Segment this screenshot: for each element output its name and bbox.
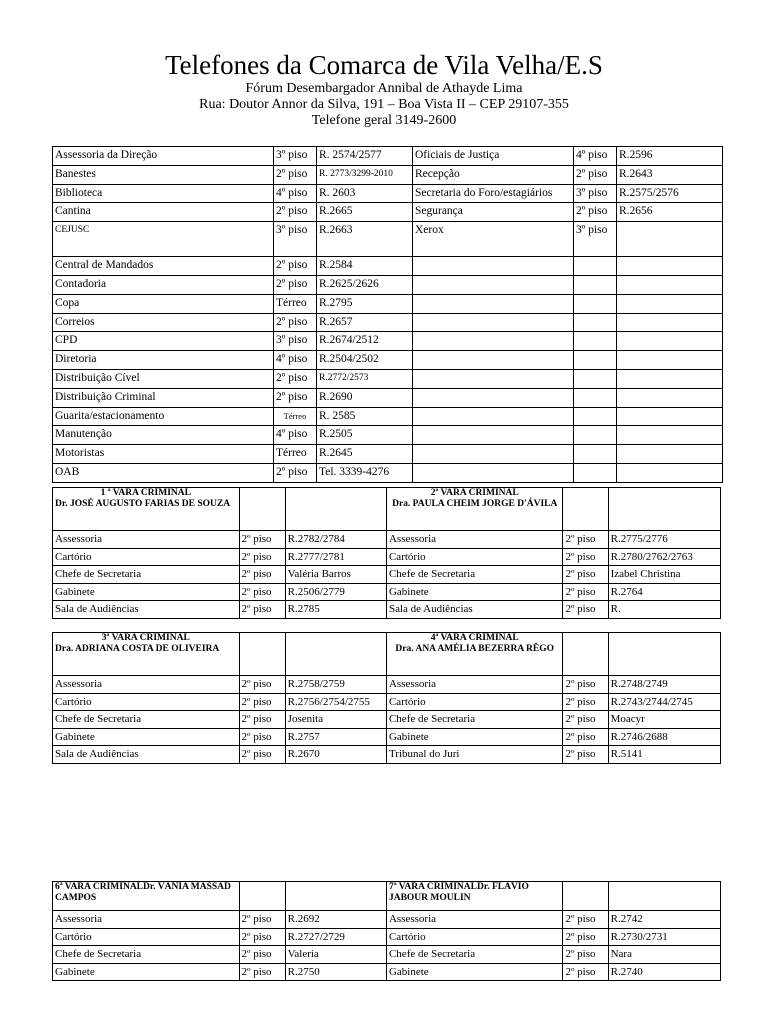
floor bbox=[574, 294, 617, 313]
extension: R.2645 bbox=[317, 445, 413, 464]
floor bbox=[574, 388, 617, 407]
empty-cell bbox=[239, 633, 285, 676]
floor: 2º piso bbox=[274, 388, 317, 407]
extension: R.2748/2749 bbox=[608, 676, 720, 694]
extension: R.2656 bbox=[617, 203, 723, 222]
department-name: Assessoria da Direção bbox=[53, 147, 274, 166]
floor: 2º piso bbox=[274, 313, 317, 332]
floor: 3º piso bbox=[574, 184, 617, 203]
department-name: Chefe de Secretaria bbox=[53, 946, 240, 964]
floor: 2º piso bbox=[239, 566, 285, 584]
floor: 2º piso bbox=[563, 963, 608, 981]
department-name bbox=[413, 407, 574, 426]
extension: Moacyr bbox=[608, 711, 720, 729]
vara-header-row bbox=[53, 882, 721, 911]
department-name bbox=[413, 445, 574, 464]
vara-heading bbox=[53, 488, 240, 531]
judge-name: Dra. ANA AMÉLIA BEZERRA RÊGO bbox=[395, 643, 555, 654]
department-name: Xerox bbox=[413, 222, 574, 257]
vara-title: 4ª VARA CRIMINAL bbox=[430, 633, 519, 643]
extension: R.2777/2781 bbox=[285, 548, 386, 566]
extension: R.2742 bbox=[608, 911, 720, 929]
extension: R.2657 bbox=[317, 313, 413, 332]
extension: R. 2585 bbox=[317, 407, 413, 426]
floor: 2º piso bbox=[574, 165, 617, 184]
floor: 3º piso bbox=[274, 332, 317, 351]
extension: R.2743/2744/2745 bbox=[608, 693, 720, 711]
vara-title: 7ª VARA CRIMINAL bbox=[388, 882, 477, 892]
floor: 2º piso bbox=[563, 566, 608, 584]
floor: 2º piso bbox=[274, 369, 317, 388]
extension: R.2730/2731 bbox=[608, 928, 720, 946]
floor: Térreo bbox=[274, 407, 317, 426]
table-row bbox=[53, 184, 723, 203]
extension bbox=[617, 369, 723, 388]
extension: R.5141 bbox=[608, 746, 720, 764]
extension: R.2758/2759 bbox=[285, 676, 386, 694]
extension: R.2740 bbox=[608, 963, 720, 981]
floor: 4º piso bbox=[274, 351, 317, 370]
table-row bbox=[53, 203, 723, 222]
extension: R.2692 bbox=[285, 911, 386, 929]
floor: 2º piso bbox=[563, 583, 608, 601]
floor: 2º piso bbox=[239, 583, 285, 601]
extension: R.2505 bbox=[317, 426, 413, 445]
department-name: Recepção bbox=[413, 165, 574, 184]
extension bbox=[617, 426, 723, 445]
floor bbox=[574, 407, 617, 426]
extension: R.2727/2729 bbox=[285, 928, 386, 946]
extension bbox=[617, 313, 723, 332]
table-row bbox=[53, 165, 723, 184]
extension: R.2670 bbox=[285, 746, 386, 764]
vara-heading bbox=[53, 633, 240, 676]
department-name: Chefe de Secretaria bbox=[53, 711, 240, 729]
extension: R.2575/2576 bbox=[617, 184, 723, 203]
department-name: Gabinete bbox=[386, 728, 563, 746]
extension: R.2750 bbox=[285, 963, 386, 981]
department-name: Cartório bbox=[53, 548, 240, 566]
department-name: Assessoria bbox=[386, 531, 563, 549]
extension: Josenita bbox=[285, 711, 386, 729]
vara-heading bbox=[53, 882, 240, 911]
department-name: Cartório bbox=[386, 928, 563, 946]
department-name bbox=[413, 257, 574, 276]
table-row bbox=[53, 946, 721, 964]
department-name: CPD bbox=[53, 332, 274, 351]
extension: R.2674/2512 bbox=[317, 332, 413, 351]
table-row bbox=[53, 746, 721, 764]
forum-name: Fórum Desembargador Annibal de Athayde Lima bbox=[245, 81, 523, 96]
department-name bbox=[413, 313, 574, 332]
floor: 2º piso bbox=[239, 676, 285, 694]
floor: 2º piso bbox=[239, 928, 285, 946]
table-row bbox=[53, 583, 721, 601]
extension bbox=[617, 222, 723, 257]
department-name: Gabinete bbox=[386, 963, 563, 981]
table-row bbox=[53, 445, 723, 464]
table-row bbox=[53, 911, 721, 929]
table-row bbox=[53, 676, 721, 694]
main-phone-table bbox=[52, 146, 723, 483]
empty-cell bbox=[563, 488, 608, 531]
floor: 2º piso bbox=[239, 531, 285, 549]
department-name: Assessoria bbox=[386, 911, 563, 929]
extension: Nara bbox=[608, 946, 720, 964]
extension: R.2504/2502 bbox=[317, 351, 413, 370]
department-name: Gabinete bbox=[53, 583, 240, 601]
floor: 2º piso bbox=[274, 257, 317, 276]
empty-cell bbox=[563, 882, 608, 911]
extension: R.2663 bbox=[317, 222, 413, 257]
department-name: Chefe de Secretaria bbox=[53, 566, 240, 584]
extension: R.2643 bbox=[617, 165, 723, 184]
empty-cell bbox=[608, 882, 720, 911]
floor bbox=[574, 351, 617, 370]
extension: R.2775/2776 bbox=[608, 531, 720, 549]
vara-header-row bbox=[53, 633, 721, 676]
department-name: Sala de Audiências bbox=[53, 746, 240, 764]
department-name: Assessoria bbox=[53, 676, 240, 694]
floor: 3º piso bbox=[574, 222, 617, 257]
table-row bbox=[53, 313, 723, 332]
empty-cell bbox=[285, 633, 386, 676]
table-row bbox=[53, 728, 721, 746]
judge-name: Dr. JOSÉ AUGUSTO FARIAS DE SOUZA bbox=[55, 498, 231, 509]
department-name: Cartório bbox=[53, 693, 240, 711]
judge-name: Dr. VÂNIA MASSAD CAMPOS bbox=[55, 882, 231, 903]
empty-cell bbox=[285, 882, 386, 911]
floor: 2º piso bbox=[239, 911, 285, 929]
empty-cell bbox=[285, 488, 386, 531]
department-name: Distribuição Cível bbox=[53, 369, 274, 388]
vara-heading bbox=[386, 633, 563, 676]
table-row bbox=[53, 388, 723, 407]
department-name: Distribuição Criminal bbox=[53, 388, 274, 407]
department-name: Central de Mandados bbox=[53, 257, 274, 276]
department-name: Tribunal do Juri bbox=[386, 746, 563, 764]
extension bbox=[617, 351, 723, 370]
extension: R. 2574/2577 bbox=[317, 147, 413, 166]
address: Rua: Doutor Annor da Silva, 191 – Boa Vista II – CEP 29107-355 bbox=[199, 97, 569, 112]
floor: 2º piso bbox=[239, 746, 285, 764]
extension bbox=[617, 388, 723, 407]
extension: Izabel Christina bbox=[608, 566, 720, 584]
table-row bbox=[53, 463, 723, 482]
extension bbox=[617, 463, 723, 482]
department-name: Copa bbox=[53, 294, 274, 313]
extension: R.2756/2754/2755 bbox=[285, 693, 386, 711]
extension: R.2690 bbox=[317, 388, 413, 407]
extension: Tel. 3339-4276 bbox=[317, 463, 413, 482]
table-row bbox=[53, 548, 721, 566]
extension bbox=[617, 332, 723, 351]
extension: R.2596 bbox=[617, 147, 723, 166]
extension: Valéria Barros bbox=[285, 566, 386, 584]
extension bbox=[617, 275, 723, 294]
table-row bbox=[53, 147, 723, 166]
extension: R.2625/2626 bbox=[317, 275, 413, 294]
department-name: Cartório bbox=[53, 928, 240, 946]
extension bbox=[617, 257, 723, 276]
department-name: Sala de Audiências bbox=[386, 601, 563, 619]
department-name: OAB bbox=[53, 463, 274, 482]
floor: 2º piso bbox=[574, 203, 617, 222]
table-row bbox=[53, 566, 721, 584]
vara-title: 2ª VARA CRIMINAL bbox=[430, 488, 519, 498]
floor: 2º piso bbox=[563, 728, 608, 746]
floor bbox=[574, 426, 617, 445]
department-name: CEJUSC bbox=[53, 222, 274, 257]
department-name: Gabinete bbox=[386, 583, 563, 601]
floor bbox=[574, 369, 617, 388]
page-title: Telefones da Comarca de Vila Velha/E.S bbox=[165, 50, 603, 80]
floor: 2º piso bbox=[563, 911, 608, 929]
department-name: Assessoria bbox=[386, 676, 563, 694]
department-name bbox=[413, 332, 574, 351]
floor bbox=[574, 463, 617, 482]
vara-title: 3ª VARA CRIMINAL bbox=[101, 633, 190, 643]
extension: R.2785 bbox=[285, 601, 386, 619]
department-name: Manutenção bbox=[53, 426, 274, 445]
extension: R.2665 bbox=[317, 203, 413, 222]
table-row bbox=[53, 693, 721, 711]
floor: 2º piso bbox=[563, 928, 608, 946]
floor: 2º piso bbox=[563, 548, 608, 566]
floor: 3º piso bbox=[274, 147, 317, 166]
extension: R.2780/2762/2763 bbox=[608, 548, 720, 566]
floor: 2º piso bbox=[239, 711, 285, 729]
empty-cell bbox=[608, 488, 720, 531]
floor: 2º piso bbox=[274, 165, 317, 184]
department-name: Diretoria bbox=[53, 351, 274, 370]
extension: R.2795 bbox=[317, 294, 413, 313]
floor: 2º piso bbox=[239, 601, 285, 619]
floor: 2º piso bbox=[239, 963, 285, 981]
department-name: Cantina bbox=[53, 203, 274, 222]
floor: 2º piso bbox=[239, 728, 285, 746]
judge-name: Dra. ADRIANA COSTA DE OLIVEIRA bbox=[55, 643, 220, 654]
table-row bbox=[53, 531, 721, 549]
table-row bbox=[53, 407, 723, 426]
table-row bbox=[53, 601, 721, 619]
empty-cell bbox=[563, 633, 608, 676]
floor: 4º piso bbox=[274, 184, 317, 203]
department-name: Oficiais de Justiça bbox=[413, 147, 574, 166]
department-name bbox=[413, 388, 574, 407]
extension bbox=[617, 407, 723, 426]
department-name: Gabinete bbox=[53, 963, 240, 981]
vara-heading bbox=[386, 488, 563, 531]
department-name: Sala de Audiências bbox=[53, 601, 240, 619]
department-name: Chefe de Secretaria bbox=[386, 711, 563, 729]
general-phone: Telefone geral 3149-2600 bbox=[311, 113, 457, 128]
extension: R.2764 bbox=[608, 583, 720, 601]
department-name: Assessoria bbox=[53, 911, 240, 929]
table-row bbox=[53, 711, 721, 729]
floor: 2º piso bbox=[563, 601, 608, 619]
table-row bbox=[53, 222, 723, 257]
floor: 2º piso bbox=[563, 711, 608, 729]
floor bbox=[574, 275, 617, 294]
floor: 2º piso bbox=[563, 746, 608, 764]
floor bbox=[574, 332, 617, 351]
floor: 2º piso bbox=[563, 693, 608, 711]
empty-cell bbox=[239, 882, 285, 911]
table-row bbox=[53, 294, 723, 313]
table-row bbox=[53, 369, 723, 388]
floor: 4º piso bbox=[574, 147, 617, 166]
table-row bbox=[53, 332, 723, 351]
vara-heading bbox=[386, 882, 563, 911]
department-name: Segurança bbox=[413, 203, 574, 222]
vara-title: 6ª VARA CRIMINAL bbox=[55, 882, 144, 892]
table-row bbox=[53, 928, 721, 946]
department-name: Cartório bbox=[386, 548, 563, 566]
department-name: Motoristas bbox=[53, 445, 274, 464]
department-name: Contadoria bbox=[53, 275, 274, 294]
vara-table-1-2 bbox=[52, 487, 721, 619]
vara-title: 1 ª VARA CRIMINAL bbox=[100, 488, 191, 498]
department-name bbox=[413, 294, 574, 313]
floor bbox=[574, 313, 617, 332]
extension: R.2782/2784 bbox=[285, 531, 386, 549]
floor: 2º piso bbox=[274, 463, 317, 482]
extension: R.2584 bbox=[317, 257, 413, 276]
extension: R.2772/2573 bbox=[317, 369, 413, 388]
floor: 2º piso bbox=[563, 676, 608, 694]
extension: R.2506/2779 bbox=[285, 583, 386, 601]
department-name: Chefe de Secretaria bbox=[386, 566, 563, 584]
vara-table-6-7 bbox=[52, 881, 721, 981]
extension: R. 2603 bbox=[317, 184, 413, 203]
department-name bbox=[413, 463, 574, 482]
floor: 2º piso bbox=[563, 531, 608, 549]
floor bbox=[574, 445, 617, 464]
department-name: Biblioteca bbox=[53, 184, 274, 203]
table-row bbox=[53, 351, 723, 370]
department-name: Correios bbox=[53, 313, 274, 332]
department-name bbox=[413, 351, 574, 370]
extension: R. bbox=[608, 601, 720, 619]
empty-cell bbox=[239, 488, 285, 531]
floor: 2º piso bbox=[239, 946, 285, 964]
table-row bbox=[53, 257, 723, 276]
department-name: Cartório bbox=[386, 693, 563, 711]
department-name bbox=[413, 275, 574, 294]
extension bbox=[617, 294, 723, 313]
extension: R. 2773/3299-2010 bbox=[317, 165, 413, 184]
floor: 2º piso bbox=[239, 693, 285, 711]
department-name: Gabinete bbox=[53, 728, 240, 746]
department-name bbox=[413, 369, 574, 388]
floor: 2º piso bbox=[274, 275, 317, 294]
floor: 3º piso bbox=[274, 222, 317, 257]
table-row bbox=[53, 426, 723, 445]
department-name: Guarita/estacionamento bbox=[53, 407, 274, 426]
table-row bbox=[53, 275, 723, 294]
floor: 2º piso bbox=[563, 946, 608, 964]
floor: 2º piso bbox=[239, 548, 285, 566]
floor: 4º piso bbox=[274, 426, 317, 445]
extension: Valeria bbox=[285, 946, 386, 964]
extension: R.2746/2688 bbox=[608, 728, 720, 746]
empty-cell bbox=[608, 633, 720, 676]
extension: R.2757 bbox=[285, 728, 386, 746]
floor: Térreo bbox=[274, 445, 317, 464]
judge-name: Dr. FLÁVIO JABOUR MOULIN bbox=[388, 882, 529, 903]
department-name: Secretaria do Foro/estagiários bbox=[413, 184, 574, 203]
table-row bbox=[53, 963, 721, 981]
floor bbox=[574, 257, 617, 276]
department-name: Banestes bbox=[53, 165, 274, 184]
vara-header-row bbox=[53, 488, 721, 531]
floor: 2º piso bbox=[274, 203, 317, 222]
judge-name: Dra. PAULA CHEIM JORGE D'ÁVILA bbox=[392, 498, 558, 509]
floor: Térreo bbox=[274, 294, 317, 313]
department-name: Chefe de Secretaria bbox=[386, 946, 563, 964]
vara-table-3-4 bbox=[52, 632, 721, 764]
department-name bbox=[413, 426, 574, 445]
department-name: Assessoria bbox=[53, 531, 240, 549]
extension bbox=[617, 445, 723, 464]
